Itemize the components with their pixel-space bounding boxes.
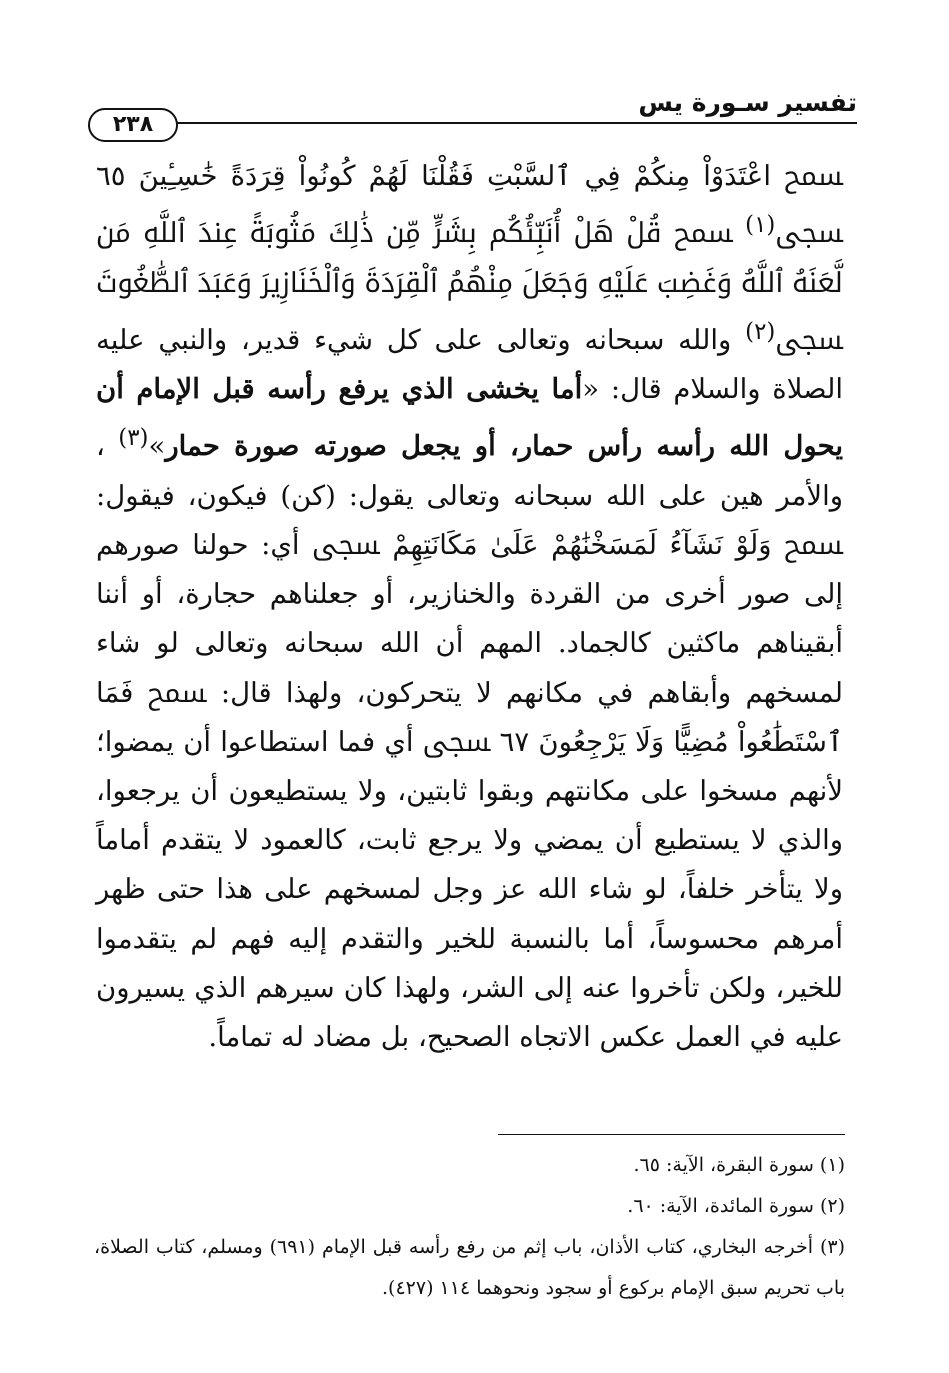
footnote-marker: (٢) <box>745 318 776 345</box>
footnote-3: (٣) أخرجه البخاري، كتاب الأذان، باب إثم من رفع رأسه قبل الإمام (٦٩١) ومسلم، كتاب الصلاة، باب تحريم سبق الإمام بركوع أو سجود ونحوهما ١١٤ (٤٢٧). <box>94 1236 845 1299</box>
hadith-quote: أما يخشى الذي يرفع رأسه قبل الإمام أن يحول الله رأسه رأس حمار، أو يجعل صورته صورة حمار <box>96 373 843 463</box>
page-header <box>92 88 857 148</box>
body-text: والله سبحانه وتعالى على كل شيء قدير، والنبي عليه الصلاة والسلام قال: « <box>96 323 843 406</box>
quran-verse: ﵟ وَلَوْ نَشَآءُ لَمَسَخْنَٰهُمْ عَلَىٰ مَكَانَتِهِمْ ﵞ <box>312 528 843 561</box>
footnote-marker: (٣) <box>118 425 149 452</box>
header-rule <box>92 122 857 124</box>
body-text: أي: حولنا صورهم إلى صور أخرى من القردة والخنازير، أو جعلناهم حجارة، أو أننا أبقيناهم ماكثين كالجماد. المهم أن الله سبحانه وتعالى لو شاء لمسخهم وأبقاهم في مكانهم لا يتحركون، ولهذا قال: <box>96 528 843 709</box>
body-text: أي فما استطاعوا أن يمضوا؛ لأنهم مسخوا على مكانتهم وبقوا ثابتين، ولا يستطيعون أن يرجعوا، والذي لا يستطيع أن يمضي ولا يرجع ثابت، كالعمود لا يتقدم أماماً ولا يتأخر خلفاً، لو شاء الله عز وجل لمسخهم على هذا حتى ظهر أمرهم محسوساً، أما بالنسبة للخير والتقدم إليه فهم لم يتقدموا للخير، ولكن تأخروا عنه إلى الشر، ولهذا كان سيرهم الذي يسيرون عليه في العمل عكس الاتجاه الصحيح، بل مضاد له تماماً. <box>96 725 843 1053</box>
quran-verse: ﵟ فَمَا ٱسْتَطَٰعُواْ مُضِيًّا وَلَا يَرْجِعُونَ ٦٧ ﵞ <box>96 676 843 758</box>
page-number: ٢٣٨ <box>88 108 178 142</box>
quran-verse: ﵟ قُلْ هَلْ أُنَبِّئُكُم بِشَرٍّ مِّن ذَٰلِكَ مَثُوبَةً عِندَ ٱللَّهِ مَن لَّعَنَهُ ٱللَّهُ وَغَضِبَ عَلَيْهِ وَجَعَلَ مِنْهُمُ ٱلْقِرَدَةَ وَٱلْخَنَازِيرَ وَعَبَدَ ٱلطَّٰغُوتَ ﵞ <box>96 217 843 356</box>
footnote-marker: (١) <box>745 212 776 239</box>
main-paragraph <box>96 152 843 1062</box>
footnote-1: (١) سورة البقرة، الآية: ٦٥. <box>633 1154 845 1176</box>
running-title: تفسير سـورة يس <box>638 88 857 117</box>
main-text <box>96 152 843 1062</box>
body-text: ، والأمر هين على الله سبحانه وتعالى يقول: (كن) فيكون، فيقول: <box>96 430 843 512</box>
footnotes <box>94 1145 845 1309</box>
footnote-2: (٢) سورة المائدة، الآية: ٦٠. <box>627 1195 845 1217</box>
quote-close: » <box>148 430 166 463</box>
quran-verse: ﵟ اعْتَدَوْاْ مِنكُمْ فِي ٱلسَّبْتِ فَقُلْنَا لَهُمْ كُونُواْ قِرَدَةً خَٰسِـِٔينَ ٦٥ ﵞ <box>96 160 843 250</box>
footnote-separator <box>498 1134 845 1135</box>
